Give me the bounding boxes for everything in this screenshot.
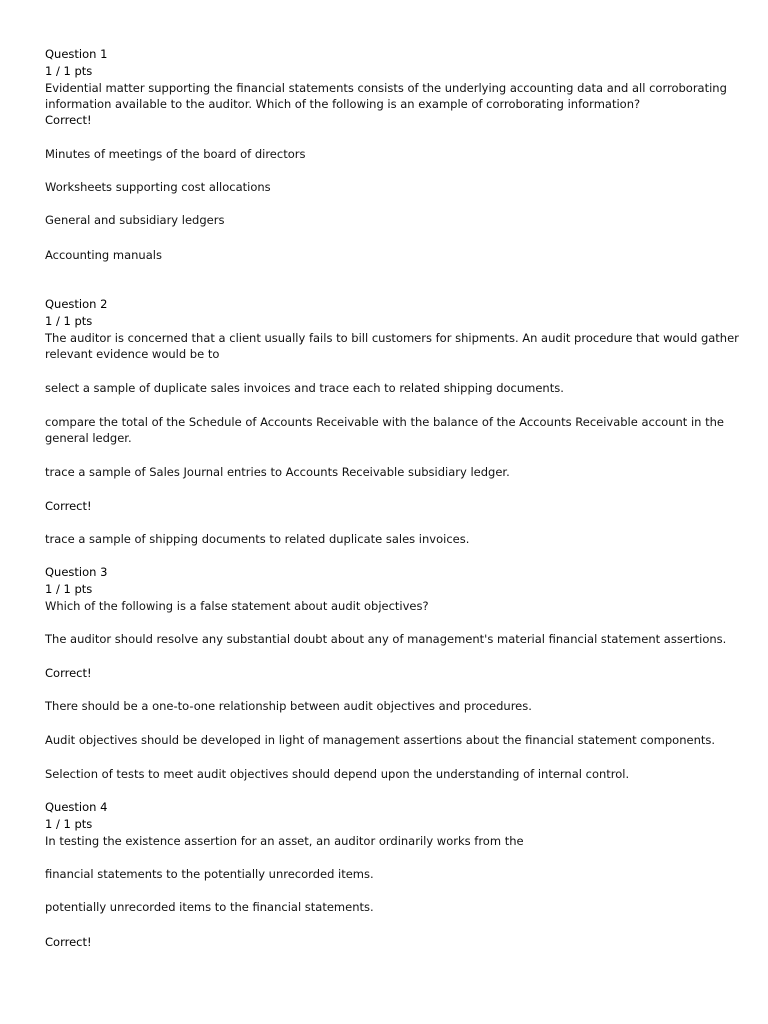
question-1-answer-3: General and subsidiary ledgers: [45, 213, 225, 227]
question-4-answer-2: potentially unrecorded items to the financial statements.: [45, 900, 374, 914]
question-2-prompt-line-2: relevant evidence would be to: [45, 347, 220, 361]
question-1-points: 1 / 1 pts: [45, 64, 93, 78]
question-3-answer-1: The auditor should resolve any substantial doubt about any of management's material financial statement assertions.: [45, 632, 727, 646]
question-4-answer-1: financial statements to the potentially unrecorded items.: [45, 867, 374, 881]
question-1-answer-1: Minutes of meetings of the board of directors: [45, 147, 306, 161]
question-3-correct-label: Correct!: [45, 666, 92, 680]
question-2-title: Question 2: [45, 297, 108, 311]
question-3-answer-4: Selection of tests to meet audit objectives should depend upon the understanding of internal control.: [45, 767, 630, 781]
question-2-prompt-line-1: The auditor is concerned that a client usually fails to bill customers for shipments. An audit procedure that would gather: [45, 331, 739, 345]
question-1-prompt-line-1: Evidential matter supporting the financial statements consists of the underlying accounting data and all corroborating: [45, 81, 727, 95]
question-4-prompt: In testing the existence assertion for an asset, an auditor ordinarily works from the: [45, 834, 524, 848]
question-3-points: 1 / 1 pts: [45, 582, 93, 596]
question-2-answer-3: trace a sample of Sales Journal entries to Accounts Receivable subsidiary ledger.: [45, 465, 510, 479]
question-1-answer-2: Worksheets supporting cost allocations: [45, 180, 271, 194]
question-2-correct-label: Correct!: [45, 499, 92, 513]
question-3-prompt: Which of the following is a false statement about audit objectives?: [45, 599, 429, 613]
question-2-answer-4: trace a sample of shipping documents to related duplicate sales invoices.: [45, 532, 470, 546]
question-1-correct-label: Correct!: [45, 113, 92, 127]
question-4-points: 1 / 1 pts: [45, 817, 93, 831]
question-2-answer-2-line-2: general ledger.: [45, 431, 132, 445]
question-2-answer-1: select a sample of duplicate sales invoices and trace each to related shipping documents.: [45, 381, 564, 395]
question-3-answer-2: There should be a one-to-one relationship between audit objectives and procedures.: [45, 699, 532, 713]
question-4-title: Question 4: [45, 800, 108, 814]
question-2-answer-2-line-1: compare the total of the Schedule of Accounts Receivable with the balance of the Accounts Receivable account in the: [45, 415, 724, 429]
question-2-points: 1 / 1 pts: [45, 314, 93, 328]
question-3-title: Question 3: [45, 565, 108, 579]
question-4-correct-label: Correct!: [45, 935, 92, 949]
question-1-title: Question 1: [45, 47, 108, 61]
question-1-answer-4: Accounting manuals: [45, 248, 162, 262]
question-3-answer-3: Audit objectives should be developed in light of management assertions about the financial statement components.: [45, 733, 716, 747]
question-1-prompt-line-2: information available to the auditor. Which of the following is an example of corroborating information?: [45, 97, 641, 111]
